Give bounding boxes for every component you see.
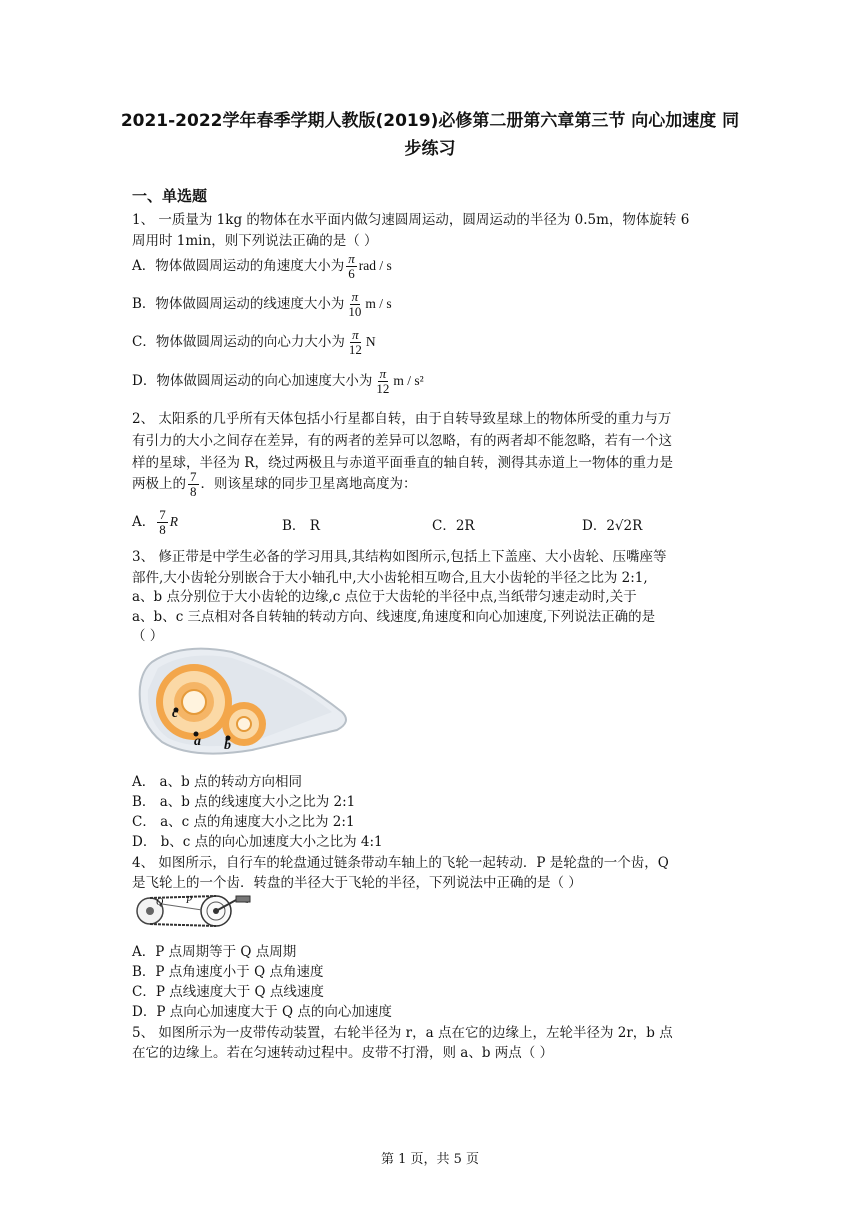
q4-option-d: D．P 点向心加速度大于 Q 点的向心加速度 — [132, 1004, 392, 1020]
section-heading: 一、单选题 — [132, 187, 208, 205]
q2-line-1: 2、 太阳系的几乎所有天体包括小行星都自转，由于自转导致星球上的物体所受的重力与万 — [132, 411, 672, 427]
q4-option-c: C．P 点线速度大于 Q 点线速度 — [132, 984, 324, 1000]
label-q: Q — [156, 897, 164, 908]
q2-line-3: 样的星球，半径为 R，绕过两极且与赤道平面垂直的轴自转，测得其赤道上一物体的重力是 — [132, 455, 673, 471]
q1-option-d: D．物体做圆周运动的向心加速度大小为 $\frac{\pi}{12}$ m / s² — [132, 366, 424, 396]
q1-option-c: C．物体做圆周运动的向心力大小为 $\frac{\pi}{12}$ N — [132, 327, 376, 357]
q1-option-a: A．物体做圆周运动的角速度大小为 $\frac{\pi}{6}$ rad / s — [132, 251, 392, 281]
q3-option-a: A． a、b 点的转动方向相同 — [132, 774, 303, 790]
q2-option-b: B． R — [282, 518, 320, 534]
q2-line-4: 两极上的 $\frac{7}{8}$ ．则该星球的同步卫星离地高度为： — [132, 469, 417, 499]
q4-option-a: A．P 点周期等于 Q 点周期 — [132, 944, 297, 960]
q1-line-1: 1、 一质量为 1kg 的物体在水平面内做匀速圆周运动，圆周运动的半径为 0.5m，物体旋转 6 — [132, 212, 690, 228]
q3-option-c: C． a、c 点的角速度大小之比为 2:1 — [132, 814, 355, 830]
q3-line-5: （ ） — [132, 628, 164, 644]
q2-option-c: C．2R — [432, 518, 475, 534]
q4-line-1: 4、 如图所示，自行车的轮盘通过链条带动车轴上的飞轮一起转动．P 是轮盘的一个齿，Q — [132, 855, 669, 871]
q5-line-1: 5、 如图所示为一皮带传动装置，右轮半径为 r，a 点在它的边缘上，左轮半径为 2r，b 点 — [132, 1025, 673, 1041]
label-p: P — [186, 895, 193, 906]
label-a: a — [194, 734, 201, 749]
document-title — [120, 107, 740, 163]
q2-option-d: D．2√2R — [582, 518, 643, 534]
fraction: $\frac{7}{8}$ — [159, 507, 166, 537]
q1-line-2: 周用时 1min，则下列说法正确的是（ ） — [132, 233, 378, 249]
q3-line-1: 3、 修正带是中学生必备的学习用具,其结构如图所示,包括上下盖座、大小齿轮、压嘴座等 — [132, 549, 667, 565]
q3-option-d: D． b、c 点的向心加速度大小之比为 4:1 — [132, 834, 383, 850]
fraction: $\frac{\pi}{12}$ — [376, 366, 390, 396]
q2-line-2: 有引力的大小之间存在差异，有的两者的差异可以忽略，有的两者却不能忽略，若有一个这 — [132, 433, 672, 449]
correction-tape-figure — [132, 642, 352, 760]
page-footer: 第 1 页，共 5 页 — [380, 1152, 480, 1167]
q3-option-b: B． a、b 点的线速度大小之比为 2:1 — [132, 794, 356, 810]
q2-option-a: A． $\frac{7}{8}$ R — [132, 507, 178, 537]
q3-line-3: a、b 点分别位于大小齿轮的边缘,c 点位于大齿轮的半径中点,当纸带匀速走动时,关于 — [132, 589, 637, 605]
q5-line-2: 在它的边缘上。若在匀速转动过程中。皮带不打滑，则 a、b 两点（ ） — [132, 1045, 554, 1061]
title-line-2: 步练习 — [404, 139, 456, 159]
fraction: $\frac{\pi}{10}$ — [348, 289, 362, 319]
fraction: $\frac{\pi}{12}$ — [348, 327, 362, 357]
title-line-1: 2021-2022学年春季学期人教版(2019)必修第二册第六章第三节 向心加速度 同 — [120, 111, 740, 131]
fraction: $\frac{7}{8}$ — [190, 469, 197, 499]
label-c: c — [172, 706, 179, 721]
q4-line-2: 是飞轮上的一个齿．转盘的半径大于飞轮的半径，下列说法中正确的是（ ） — [132, 875, 582, 891]
q4-option-b: B．P 点角速度小于 Q 点角速度 — [132, 964, 324, 980]
q1-option-b: B．物体做圆周运动的线速度大小为 $\frac{\pi}{10}$ m / s — [132, 289, 392, 319]
label-b: b — [224, 738, 231, 753]
q2-options — [132, 508, 732, 537]
q3-line-2: 部件,大小齿轮分别嵌合于大小轴孔中,大小齿轮相互吻合,且大小齿轮的半径之比为 2:1, — [132, 570, 648, 586]
fraction: $\frac{\pi}{6}$ — [348, 251, 355, 281]
q3-line-4: a、b、c 三点相对各自转轴的转动方向、线速度,角速度和向心加速度,下列说法正确的是 — [132, 609, 656, 625]
bicycle-drive-figure — [132, 892, 254, 928]
